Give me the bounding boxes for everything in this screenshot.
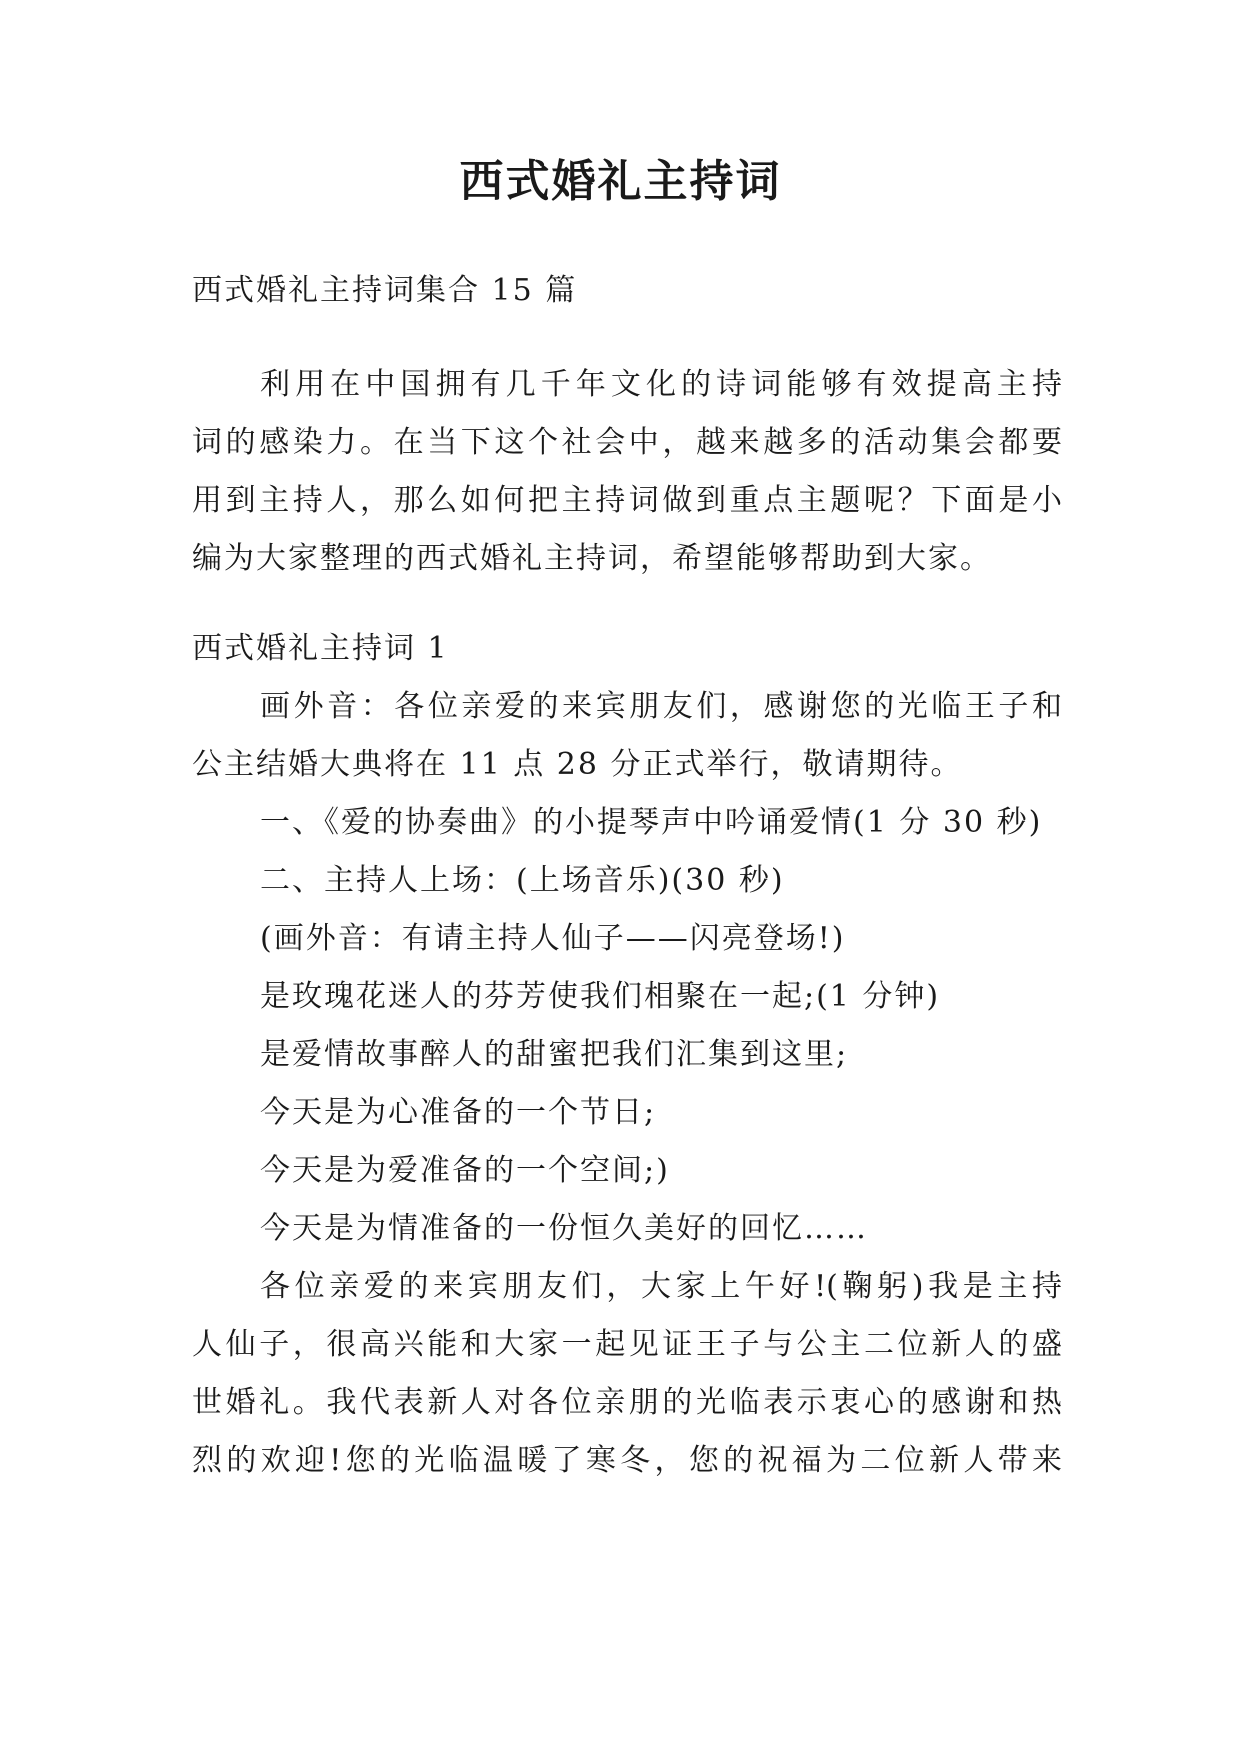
section-line: 公主结婚大典将在 11 点 28 分正式举行，敬请期待。: [192, 747, 963, 782]
section-line: 烈的欢迎!您的光临温暖了寒冬，您的祝福为二位新人带来: [192, 1443, 1062, 1478]
section-line: 世婚礼。我代表新人对各位亲朋的光临表示衷心的感谢和热: [192, 1385, 1062, 1420]
section-line: 二、主持人上场：(上场音乐)(30 秒): [260, 863, 785, 898]
collection-subtitle-block: [192, 262, 1062, 320]
section-line: 画外音：各位亲爱的来宾朋友们，感谢您的光临王子和: [260, 689, 1062, 724]
section-line: 各位亲爱的来宾朋友们，大家上午好!(鞠躬)我是主持: [260, 1269, 1062, 1304]
section-line: 一、《爱的协奏曲》的小提琴声中吟诵爱情(1 分 30 秒): [260, 805, 1043, 840]
section-line: 是爱情故事醉人的甜蜜把我们汇集到这里;: [260, 1037, 849, 1072]
intro-line: 利用在中国拥有几千年文化的诗词能够有效提高主持: [260, 367, 1062, 402]
intro-line: 编为大家整理的西式婚礼主持词，希望能够帮助到大家。: [192, 541, 992, 576]
intro-line: 用到主持人，那么如何把主持词做到重点主题呢？下面是小: [192, 483, 1062, 518]
section-line: 今天是为爱准备的一个空间;): [260, 1153, 670, 1188]
section-heading: 西式婚礼主持词 1: [192, 631, 449, 666]
section-line: 人仙子，很高兴能和大家一起见证王子与公主二位新人的盛: [192, 1327, 1062, 1362]
intro-line: 词的感染力。在当下这个社会中，越来越多的活动集会都要: [192, 425, 1062, 460]
intro-paragraph: [192, 356, 1062, 588]
collection-subtitle: 西式婚礼主持词集合 15 篇: [192, 273, 578, 308]
section-line: 今天是为情准备的一份恒久美好的回忆……: [260, 1211, 868, 1246]
section-line: 今天是为心准备的一个节日;: [260, 1095, 657, 1130]
section-1: [192, 620, 1062, 1490]
section-line: (画外音：有请主持人仙子——闪亮登场!): [260, 921, 846, 956]
document-title: 西式婚礼主持词: [459, 156, 782, 207]
section-line: 是玫瑰花迷人的芬芳使我们相聚在一起;(1 分钟): [260, 979, 941, 1014]
